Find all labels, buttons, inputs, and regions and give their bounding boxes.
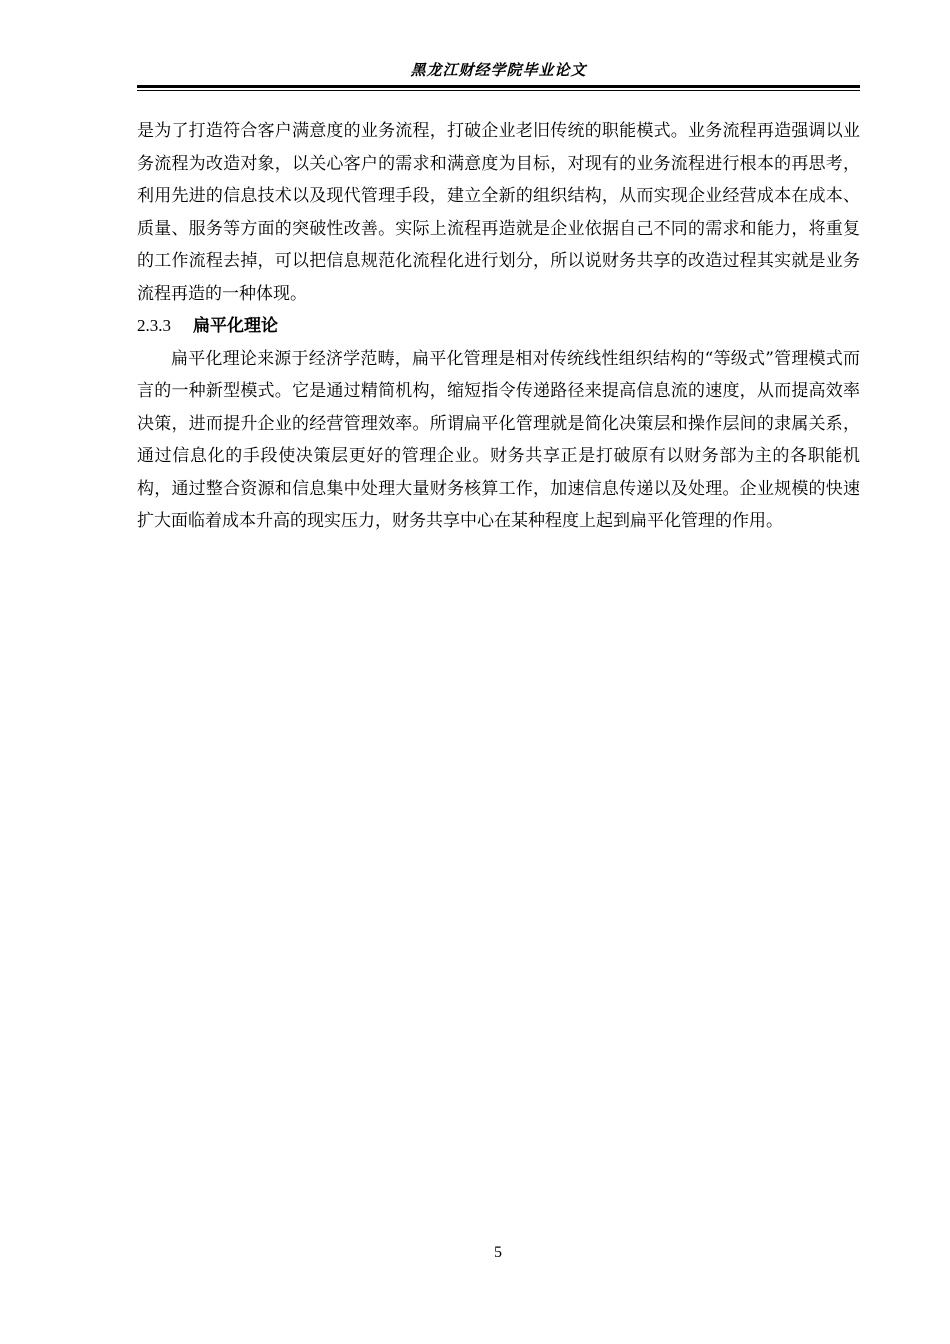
header-divider-thick (137, 85, 860, 88)
page-number: 5 (494, 1244, 502, 1261)
document-body (137, 115, 860, 538)
paragraph-business-process-reengineering: 是为了打造符合客户满意度的业务流程，打破企业老旧传统的职能模式。业务流程再造强调以业务流程为改造对象，以关心客户的需求和满意度为目标，对现有的业务流程进行根本的再思考，利用先进的信息技术以及现代管理手段，建立全新的组织结构，从而实现企业经营成本在成本、质量、服务等方面的突破性改善。实际上流程再造就是企业依据自己不同的需求和能力，将重复的工作流程去掉，可以把信息规范化流程化进行划分，所以说财务共享的改造过程其实就是业务流程再造的一种体现。 (137, 121, 860, 304)
section-number: 2.3.3 (137, 316, 171, 335)
section-heading (137, 310, 860, 343)
page-header-title: 黑龙江财经学院毕业论文 (410, 61, 587, 79)
header-divider-thin (137, 90, 860, 91)
paragraph-flattening-theory: 扁平化理论来源于经济学范畴，扁平化管理是相对传统线性组织结构的“等级式”管理模式而言的一种新型模式。它是通过精简机构，缩短指令传递路径来提高信息流的速度，从而提高效率决策，进而提升企业的经营管理效率。所谓扁平化管理就是简化决策层和操作层间的隶属关系，通过信息化的手段使决策层更好的管理企业。财务共享正是打破原有以财务部为主的各职能机构，通过整合资源和信息集中处理大量财务核算工作，加速信息传递以及处理。企业规模的快速扩大面临着成本升高的现实压力，财务共享中心在某种程度上起到扁平化管理的作用。 (137, 348, 860, 531)
section-title: 扁平化理论 (193, 316, 278, 336)
